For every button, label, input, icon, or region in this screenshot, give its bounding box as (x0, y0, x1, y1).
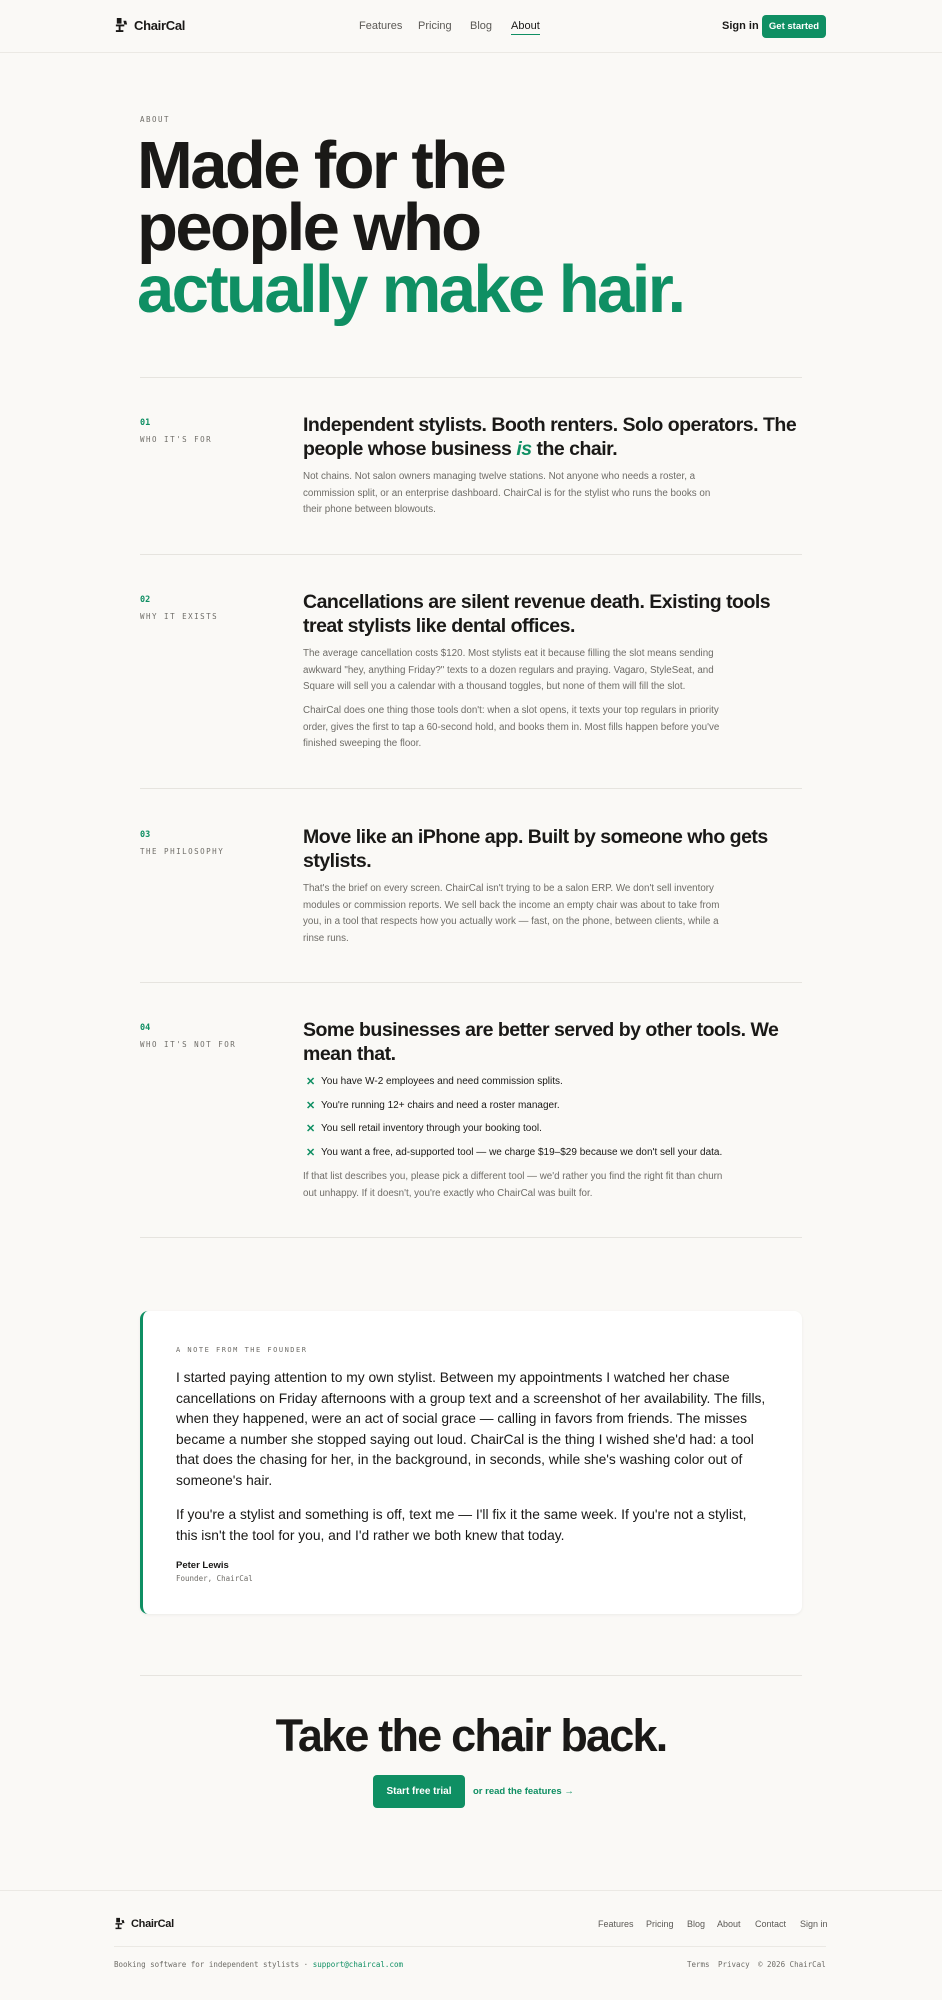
footer-link-pricing[interactable]: Pricing (646, 1919, 674, 1929)
hero-heading (137, 128, 684, 327)
founder-quote: I started paying attention to my own stylist. Between my appointments I watched her chase cancellations on Friday afternoons with a group text and a screenshot of her availability. The fills, when they happened, were an act of social grace — calling in favors from friends. The misses became a number she stopped saying out loud. ChairCal is the thing I wished she'd had: a tool that does the chasing for her, in the background, in seconds, while she's washing color out of someone's hair. (176, 1370, 766, 1488)
footer-tagline (114, 1960, 403, 1969)
not-for-list (306, 1070, 786, 1164)
section-paragraph: Not chains. Not salon owners managing twelve stations. Not anyone who needs a roster, a commission split, or an enterprise dashboard. ChairCal is for the stylist who runs the books on their phone between blowouts. (303, 471, 711, 515)
start-free-trial-button[interactable]: Start free trial (373, 1775, 465, 1808)
footer-link-contact[interactable]: Contact (755, 1919, 787, 1929)
section-heading: Some businesses are better served by other tools. We mean that. (303, 1019, 779, 1065)
section-label: THE PHILOSOPHY (140, 847, 225, 856)
section-label: WHY IT EXISTS (140, 612, 219, 621)
list-item-text: You're running 12+ chairs and need a roster manager. (321, 1099, 560, 1111)
divider (140, 1675, 802, 1676)
footer-privacy-link[interactable]: Privacy (718, 1960, 750, 1969)
heading-text: the chair. (531, 438, 618, 460)
list-item-text: You sell retail inventory through your booking tool. (321, 1123, 542, 1135)
list-item (306, 1070, 786, 1094)
footer-link-sign-in[interactable]: Sign in (800, 1919, 828, 1929)
section-label: WHO IT'S NOT FOR (140, 1040, 237, 1049)
footer-inner-divider (114, 1946, 826, 1947)
section-number: 02 (140, 595, 151, 605)
nav-link-pricing[interactable]: Pricing (418, 20, 452, 32)
hero-line-3: actually make hair. (137, 252, 684, 327)
x-icon: ✕ (306, 1076, 316, 1089)
cta-heading: Take the chair back. (275, 1710, 667, 1761)
section-paragraph: That's the brief on every screen. ChairCal isn't trying to be a salon ERP. We don't sell inventory modules or commission reports. We sell back the income an empty chair was about to take from you, in a tool that respects how you actually work — fast, on the phone, between clients, while a rinse runs. (303, 883, 720, 944)
read-features-link[interactable]: or read the features → (473, 1786, 574, 1797)
section-paragraph: The average cancellation costs $120. Most stylists eat it because filling the slot means sending awkward "hey, anything Friday?" texts to a dozen regulars and praying. Vagaro, StyleSeat, and Square will sell you a calendar with a thousand toggles, but none of them will fill the slot. (303, 648, 714, 692)
footer-terms-link[interactable]: Terms (687, 1960, 710, 1969)
section-heading (303, 413, 803, 461)
nav-link-blog[interactable]: Blog (470, 20, 493, 32)
section-number: 04 (140, 1023, 151, 1033)
support-email-link[interactable]: support@chaircal.com (312, 1960, 403, 1969)
list-item-text: You have W-2 employees and need commission splits. (321, 1076, 563, 1088)
chair-icon (114, 1917, 126, 1930)
section-paragraph: If that list describes you, please pick a different tool — we'd rather you find the right fit than churn out unhappy. If it doesn't, you're exactly who ChairCal was built for. (303, 1171, 723, 1199)
x-icon: ✕ (306, 1099, 316, 1112)
nav-link-features[interactable]: Features (359, 20, 403, 32)
nav-link-about[interactable]: About (511, 20, 540, 35)
founder-name: Peter Lewis (176, 1560, 229, 1571)
list-item-text: You want a free, ad-supported tool — we charge $19–$29 because we don't sell your data. (321, 1146, 723, 1158)
x-icon: ✕ (306, 1123, 316, 1136)
list-item (306, 1117, 786, 1141)
divider (140, 788, 802, 789)
footer-brand-name: ChairCal (131, 1917, 174, 1930)
section-heading: Move like an iPhone app. Built by someone who gets stylists. (303, 826, 768, 872)
footer-tagline-text: Booking software for independent stylists · (114, 1960, 309, 1969)
footer-link-about[interactable]: About (717, 1919, 741, 1929)
chair-icon (114, 17, 129, 33)
founder-quote: If you're a stylist and something is off, text me — I'll fix it the same week. If you're not a stylist, this isn't the tool for you, and I'd rather we both knew that today. (176, 1507, 747, 1543)
footer-link-blog[interactable]: Blog (687, 1919, 706, 1929)
list-item (306, 1094, 786, 1118)
top-nav (0, 0, 942, 53)
get-started-button[interactable]: Get started (762, 15, 826, 38)
divider (140, 554, 802, 555)
founder-note-label: A NOTE FROM THE FOUNDER (176, 1346, 308, 1354)
section-label: WHO IT'S FOR (140, 435, 213, 444)
sign-in-link[interactable]: Sign in (722, 20, 759, 32)
hero-line-2: people who (137, 190, 480, 265)
divider (140, 982, 802, 983)
footer-link-features[interactable]: Features (598, 1919, 634, 1929)
founder-note-card (140, 1311, 802, 1614)
divider (140, 377, 802, 378)
hero-line-1: Made for the (137, 128, 505, 203)
brand-logo[interactable] (114, 17, 185, 33)
footer-logo[interactable] (114, 1917, 174, 1930)
section-heading: Cancellations are silent revenue death. Existing tools treat stylists like dental offices. (303, 591, 771, 637)
x-icon: ✕ (306, 1146, 316, 1159)
footer-divider (0, 1890, 942, 1891)
divider (140, 1237, 802, 1238)
hero-eyebrow: ABOUT (140, 115, 171, 124)
section-number: 03 (140, 830, 151, 840)
footer-copyright: © 2026 ChairCal (758, 1960, 826, 1969)
list-item (306, 1141, 786, 1165)
heading-emphasis: is (516, 438, 532, 460)
section-number: 01 (140, 418, 151, 428)
section-paragraph: ChairCal does one thing those tools don't: when a slot opens, it texts your top regulars in priority order, gives the first to tap a 60-second hold, and books them in. Most fills happen before you've finished sweeping the floor. (303, 705, 720, 749)
founder-role: Founder, ChairCal (176, 1574, 253, 1583)
brand-name: ChairCal (134, 17, 186, 33)
heading-text: Independent stylists. Booth renters. Solo operators. The people whose business (303, 414, 797, 460)
